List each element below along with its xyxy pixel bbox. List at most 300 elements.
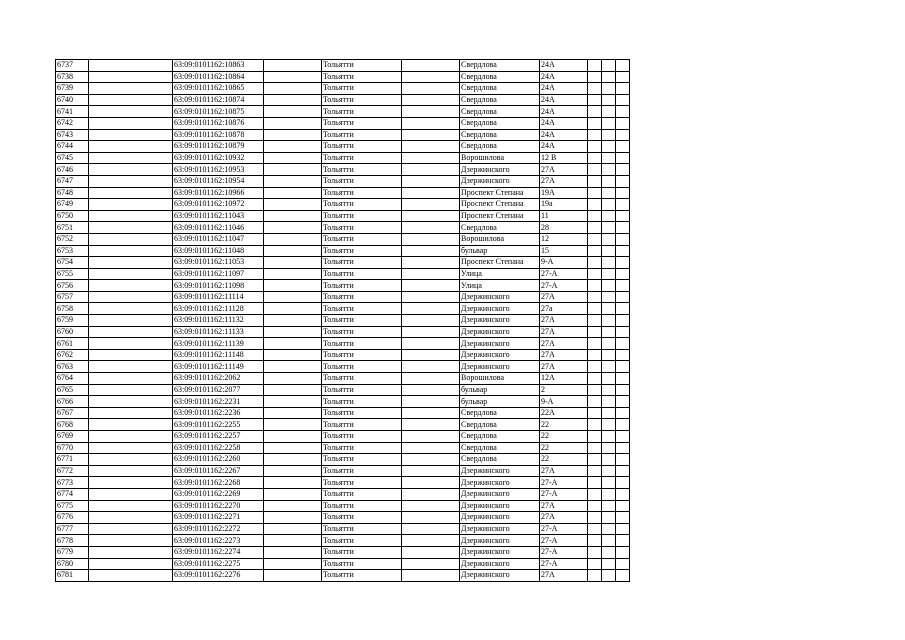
- empty-cell: [602, 361, 616, 373]
- empty-cell: [264, 315, 322, 327]
- city: Тольятти: [322, 83, 402, 95]
- city: Тольятти: [322, 164, 402, 176]
- empty-cell: [602, 210, 616, 222]
- empty-cell: [89, 257, 173, 269]
- empty-cell: [588, 106, 602, 118]
- empty-cell: [264, 164, 322, 176]
- street: Проспект Степана: [460, 210, 540, 222]
- row-number: 6757: [56, 291, 89, 303]
- empty-cell: [402, 117, 460, 129]
- empty-cell: [588, 570, 602, 582]
- empty-cell: [264, 431, 322, 443]
- empty-cell: [89, 488, 173, 500]
- cadastral-number: 63:09:0101162:11114: [173, 291, 264, 303]
- empty-cell: [616, 465, 630, 477]
- city: Тольятти: [322, 257, 402, 269]
- table-row: [56, 94, 630, 106]
- empty-cell: [616, 233, 630, 245]
- street: Свердлова: [460, 407, 540, 419]
- empty-cell: [588, 94, 602, 106]
- street: Свердлова: [460, 431, 540, 443]
- table-row: [56, 175, 630, 187]
- empty-cell: [588, 71, 602, 83]
- city: Тольятти: [322, 454, 402, 466]
- empty-cell: [264, 349, 322, 361]
- empty-cell: [89, 407, 173, 419]
- empty-cell: [588, 558, 602, 570]
- empty-cell: [588, 291, 602, 303]
- city: Тольятти: [322, 373, 402, 385]
- empty-cell: [89, 187, 173, 199]
- empty-cell: [89, 303, 173, 315]
- empty-cell: [89, 384, 173, 396]
- house-number: 24А: [540, 83, 588, 95]
- empty-cell: [616, 94, 630, 106]
- empty-cell: [616, 187, 630, 199]
- empty-cell: [402, 141, 460, 153]
- empty-cell: [602, 233, 616, 245]
- empty-cell: [588, 477, 602, 489]
- table-row: [56, 141, 630, 153]
- empty-cell: [89, 164, 173, 176]
- empty-cell: [616, 315, 630, 327]
- empty-cell: [588, 175, 602, 187]
- empty-cell: [616, 280, 630, 292]
- city: Тольятти: [322, 280, 402, 292]
- house-number: 27а: [540, 303, 588, 315]
- street: Дзержинского: [460, 291, 540, 303]
- cadastral-number: 63:09:0101162:2274: [173, 546, 264, 558]
- street: Свердлова: [460, 141, 540, 153]
- empty-cell: [588, 222, 602, 234]
- city: Тольятти: [322, 546, 402, 558]
- empty-cell: [402, 83, 460, 95]
- street: Свердлова: [460, 60, 540, 72]
- empty-cell: [588, 117, 602, 129]
- table-row: [56, 361, 630, 373]
- house-number: 22: [540, 442, 588, 454]
- street: Дзержинского: [460, 315, 540, 327]
- table-row: [56, 500, 630, 512]
- cadastral-number: 63:09:0101162:11053: [173, 257, 264, 269]
- empty-cell: [89, 535, 173, 547]
- street: Дзержинского: [460, 535, 540, 547]
- row-number: 6773: [56, 477, 89, 489]
- empty-cell: [89, 477, 173, 489]
- house-number: 22: [540, 431, 588, 443]
- city: Тольятти: [322, 233, 402, 245]
- empty-cell: [616, 175, 630, 187]
- cadastral-number: 63:09:0101162:2275: [173, 558, 264, 570]
- empty-cell: [89, 500, 173, 512]
- empty-cell: [588, 373, 602, 385]
- house-number: 19а: [540, 199, 588, 211]
- empty-cell: [602, 500, 616, 512]
- row-number: 6742: [56, 117, 89, 129]
- row-number: 6749: [56, 199, 89, 211]
- row-number: 6768: [56, 419, 89, 431]
- house-number: 28: [540, 222, 588, 234]
- empty-cell: [616, 570, 630, 582]
- table-body: [56, 60, 630, 582]
- empty-cell: [402, 558, 460, 570]
- empty-cell: [588, 535, 602, 547]
- empty-cell: [616, 268, 630, 280]
- house-number: 9-А: [540, 257, 588, 269]
- empty-cell: [264, 141, 322, 153]
- street: Свердлова: [460, 419, 540, 431]
- row-number: 6744: [56, 141, 89, 153]
- house-number: 27-А: [540, 268, 588, 280]
- house-number: 27-А: [540, 523, 588, 535]
- empty-cell: [264, 361, 322, 373]
- city: Тольятти: [322, 141, 402, 153]
- empty-cell: [402, 245, 460, 257]
- empty-cell: [602, 83, 616, 95]
- cadastral-number: 63:09:0101162:2260: [173, 454, 264, 466]
- empty-cell: [402, 210, 460, 222]
- row-number: 6755: [56, 268, 89, 280]
- house-number: 27А: [540, 349, 588, 361]
- empty-cell: [588, 407, 602, 419]
- empty-cell: [264, 187, 322, 199]
- city: Тольятти: [322, 291, 402, 303]
- cadastral-number: 63:09:0101162:11132: [173, 315, 264, 327]
- city: Тольятти: [322, 338, 402, 350]
- street: Дзержинского: [460, 558, 540, 570]
- empty-cell: [264, 222, 322, 234]
- empty-cell: [602, 175, 616, 187]
- empty-cell: [89, 465, 173, 477]
- row-number: 6771: [56, 454, 89, 466]
- street: бульвар: [460, 384, 540, 396]
- city: Тольятти: [322, 431, 402, 443]
- cadastral-number: 63:09:0101162:10864: [173, 71, 264, 83]
- table-row: [56, 512, 630, 524]
- table-row: [56, 303, 630, 315]
- table-row: [56, 187, 630, 199]
- row-number: 6762: [56, 349, 89, 361]
- empty-cell: [588, 326, 602, 338]
- empty-cell: [264, 175, 322, 187]
- empty-cell: [616, 222, 630, 234]
- empty-cell: [402, 512, 460, 524]
- empty-cell: [89, 175, 173, 187]
- empty-cell: [89, 71, 173, 83]
- empty-cell: [616, 546, 630, 558]
- row-number: 6777: [56, 523, 89, 535]
- empty-cell: [588, 233, 602, 245]
- empty-cell: [602, 129, 616, 141]
- empty-cell: [616, 117, 630, 129]
- empty-cell: [402, 500, 460, 512]
- row-number: 6737: [56, 60, 89, 72]
- city: Тольятти: [322, 477, 402, 489]
- empty-cell: [602, 94, 616, 106]
- row-number: 6769: [56, 431, 89, 443]
- empty-cell: [616, 500, 630, 512]
- empty-cell: [616, 338, 630, 350]
- city: Тольятти: [322, 210, 402, 222]
- empty-cell: [616, 152, 630, 164]
- empty-cell: [264, 268, 322, 280]
- street: Проспект Степана: [460, 257, 540, 269]
- empty-cell: [89, 442, 173, 454]
- empty-cell: [616, 477, 630, 489]
- house-number: 12А: [540, 373, 588, 385]
- house-number: 22: [540, 419, 588, 431]
- row-number: 6741: [56, 106, 89, 118]
- empty-cell: [602, 442, 616, 454]
- empty-cell: [602, 488, 616, 500]
- city: Тольятти: [322, 315, 402, 327]
- house-number: 27А: [540, 291, 588, 303]
- empty-cell: [602, 222, 616, 234]
- street: Свердлова: [460, 454, 540, 466]
- city: Тольятти: [322, 60, 402, 72]
- empty-cell: [616, 257, 630, 269]
- empty-cell: [402, 315, 460, 327]
- cadastral-number: 63:09:0101162:11043: [173, 210, 264, 222]
- empty-cell: [264, 291, 322, 303]
- cadastral-number: 63:09:0101162:10876: [173, 117, 264, 129]
- row-number: 6765: [56, 384, 89, 396]
- street: Дзержинского: [460, 164, 540, 176]
- house-number: 24А: [540, 106, 588, 118]
- city: Тольятти: [322, 94, 402, 106]
- empty-cell: [89, 558, 173, 570]
- street: Свердлова: [460, 106, 540, 118]
- row-number: 6750: [56, 210, 89, 222]
- empty-cell: [588, 512, 602, 524]
- empty-cell: [616, 210, 630, 222]
- table-row: [56, 419, 630, 431]
- empty-cell: [402, 187, 460, 199]
- empty-cell: [264, 199, 322, 211]
- empty-cell: [602, 338, 616, 350]
- city: Тольятти: [322, 222, 402, 234]
- empty-cell: [402, 396, 460, 408]
- empty-cell: [616, 164, 630, 176]
- empty-cell: [89, 326, 173, 338]
- empty-cell: [602, 257, 616, 269]
- empty-cell: [264, 152, 322, 164]
- street: Улица: [460, 280, 540, 292]
- house-number: 12: [540, 233, 588, 245]
- row-number: 6772: [56, 465, 89, 477]
- empty-cell: [616, 488, 630, 500]
- row-number: 6781: [56, 570, 89, 582]
- house-number: 27-А: [540, 546, 588, 558]
- empty-cell: [264, 477, 322, 489]
- house-number: 24А: [540, 60, 588, 72]
- empty-cell: [616, 396, 630, 408]
- empty-cell: [616, 419, 630, 431]
- empty-cell: [402, 199, 460, 211]
- empty-cell: [402, 535, 460, 547]
- cadastral-number: 63:09:0101162:11046: [173, 222, 264, 234]
- street: Проспект Степана: [460, 187, 540, 199]
- empty-cell: [402, 291, 460, 303]
- empty-cell: [89, 60, 173, 72]
- empty-cell: [264, 454, 322, 466]
- city: Тольятти: [322, 129, 402, 141]
- house-number: 22А: [540, 407, 588, 419]
- city: Тольятти: [322, 361, 402, 373]
- house-number: 24А: [540, 117, 588, 129]
- empty-cell: [89, 210, 173, 222]
- table-row: [56, 117, 630, 129]
- cadastral-number: 63:09:0101162:2258: [173, 442, 264, 454]
- empty-cell: [602, 141, 616, 153]
- city: Тольятти: [322, 187, 402, 199]
- table-row: [56, 396, 630, 408]
- street: Дзержинского: [460, 546, 540, 558]
- empty-cell: [264, 303, 322, 315]
- cadastral-number: 63:09:0101162:11133: [173, 326, 264, 338]
- table-row: [56, 210, 630, 222]
- empty-cell: [588, 454, 602, 466]
- empty-cell: [402, 477, 460, 489]
- empty-cell: [264, 338, 322, 350]
- cadastral-number: 63:09:0101162:10972: [173, 199, 264, 211]
- cadastral-number: 63:09:0101162:10875: [173, 106, 264, 118]
- street: Свердлова: [460, 222, 540, 234]
- table-row: [56, 570, 630, 582]
- row-number: 6751: [56, 222, 89, 234]
- empty-cell: [588, 523, 602, 535]
- empty-cell: [89, 396, 173, 408]
- street: бульвар: [460, 245, 540, 257]
- empty-cell: [264, 117, 322, 129]
- row-number: 6743: [56, 129, 89, 141]
- house-number: 24А: [540, 141, 588, 153]
- empty-cell: [264, 570, 322, 582]
- row-number: 6760: [56, 326, 89, 338]
- empty-cell: [602, 396, 616, 408]
- empty-cell: [402, 129, 460, 141]
- empty-cell: [602, 187, 616, 199]
- empty-cell: [89, 315, 173, 327]
- city: Тольятти: [322, 303, 402, 315]
- house-number: 19А: [540, 187, 588, 199]
- cadastral-number: 63:09:0101162:11128: [173, 303, 264, 315]
- empty-cell: [588, 303, 602, 315]
- empty-cell: [89, 419, 173, 431]
- empty-cell: [588, 338, 602, 350]
- empty-cell: [602, 245, 616, 257]
- empty-cell: [616, 326, 630, 338]
- house-number: 27А: [540, 512, 588, 524]
- empty-cell: [264, 60, 322, 72]
- empty-cell: [588, 349, 602, 361]
- row-number: 6767: [56, 407, 89, 419]
- row-number: 6747: [56, 175, 89, 187]
- cadastral-number: 63:09:0101162:2268: [173, 477, 264, 489]
- empty-cell: [264, 558, 322, 570]
- empty-cell: [402, 71, 460, 83]
- empty-cell: [588, 442, 602, 454]
- street: Свердлова: [460, 83, 540, 95]
- street: Свердлова: [460, 129, 540, 141]
- table-row: [56, 326, 630, 338]
- empty-cell: [264, 83, 322, 95]
- empty-cell: [89, 523, 173, 535]
- empty-cell: [602, 546, 616, 558]
- cadastral-number: 63:09:0101162:11098: [173, 280, 264, 292]
- city: Тольятти: [322, 71, 402, 83]
- table-row: [56, 199, 630, 211]
- cadastral-number: 63:09:0101162:11097: [173, 268, 264, 280]
- table-row: [56, 349, 630, 361]
- empty-cell: [602, 106, 616, 118]
- empty-cell: [588, 280, 602, 292]
- empty-cell: [264, 373, 322, 385]
- cadastral-number: 63:09:0101162:11148: [173, 349, 264, 361]
- street: Дзержинского: [460, 477, 540, 489]
- empty-cell: [89, 245, 173, 257]
- city: Тольятти: [322, 396, 402, 408]
- house-number: 27А: [540, 164, 588, 176]
- table-row: [56, 338, 630, 350]
- street: Дзержинского: [460, 523, 540, 535]
- house-number: 27-А: [540, 280, 588, 292]
- empty-cell: [402, 164, 460, 176]
- empty-cell: [264, 384, 322, 396]
- empty-cell: [402, 523, 460, 535]
- empty-cell: [602, 268, 616, 280]
- city: Тольятти: [322, 465, 402, 477]
- cadastral-number: 63:09:0101162:11149: [173, 361, 264, 373]
- empty-cell: [264, 419, 322, 431]
- empty-cell: [402, 373, 460, 385]
- street: Дзержинского: [460, 512, 540, 524]
- empty-cell: [616, 291, 630, 303]
- empty-cell: [402, 488, 460, 500]
- empty-cell: [588, 396, 602, 408]
- cadastral-number: 63:09:0101162:10865: [173, 83, 264, 95]
- empty-cell: [588, 488, 602, 500]
- table-row: [56, 523, 630, 535]
- empty-cell: [602, 152, 616, 164]
- cadastral-number: 63:09:0101162:2267: [173, 465, 264, 477]
- table-row: [56, 280, 630, 292]
- empty-cell: [602, 465, 616, 477]
- empty-cell: [616, 454, 630, 466]
- row-number: 6738: [56, 71, 89, 83]
- house-number: 12 В: [540, 152, 588, 164]
- empty-cell: [402, 268, 460, 280]
- house-number: 27А: [540, 500, 588, 512]
- empty-cell: [602, 512, 616, 524]
- empty-cell: [588, 141, 602, 153]
- city: Тольятти: [322, 523, 402, 535]
- city: Тольятти: [322, 106, 402, 118]
- table-row: [56, 245, 630, 257]
- row-number: 6752: [56, 233, 89, 245]
- empty-cell: [588, 210, 602, 222]
- empty-cell: [402, 419, 460, 431]
- cadastral-number: 63:09:0101162:2257: [173, 431, 264, 443]
- empty-cell: [616, 523, 630, 535]
- table-row: [56, 315, 630, 327]
- cadastral-number: 63:09:0101162:2270: [173, 500, 264, 512]
- empty-cell: [588, 384, 602, 396]
- table-row: [56, 60, 630, 72]
- city: Тольятти: [322, 268, 402, 280]
- empty-cell: [402, 361, 460, 373]
- empty-cell: [602, 419, 616, 431]
